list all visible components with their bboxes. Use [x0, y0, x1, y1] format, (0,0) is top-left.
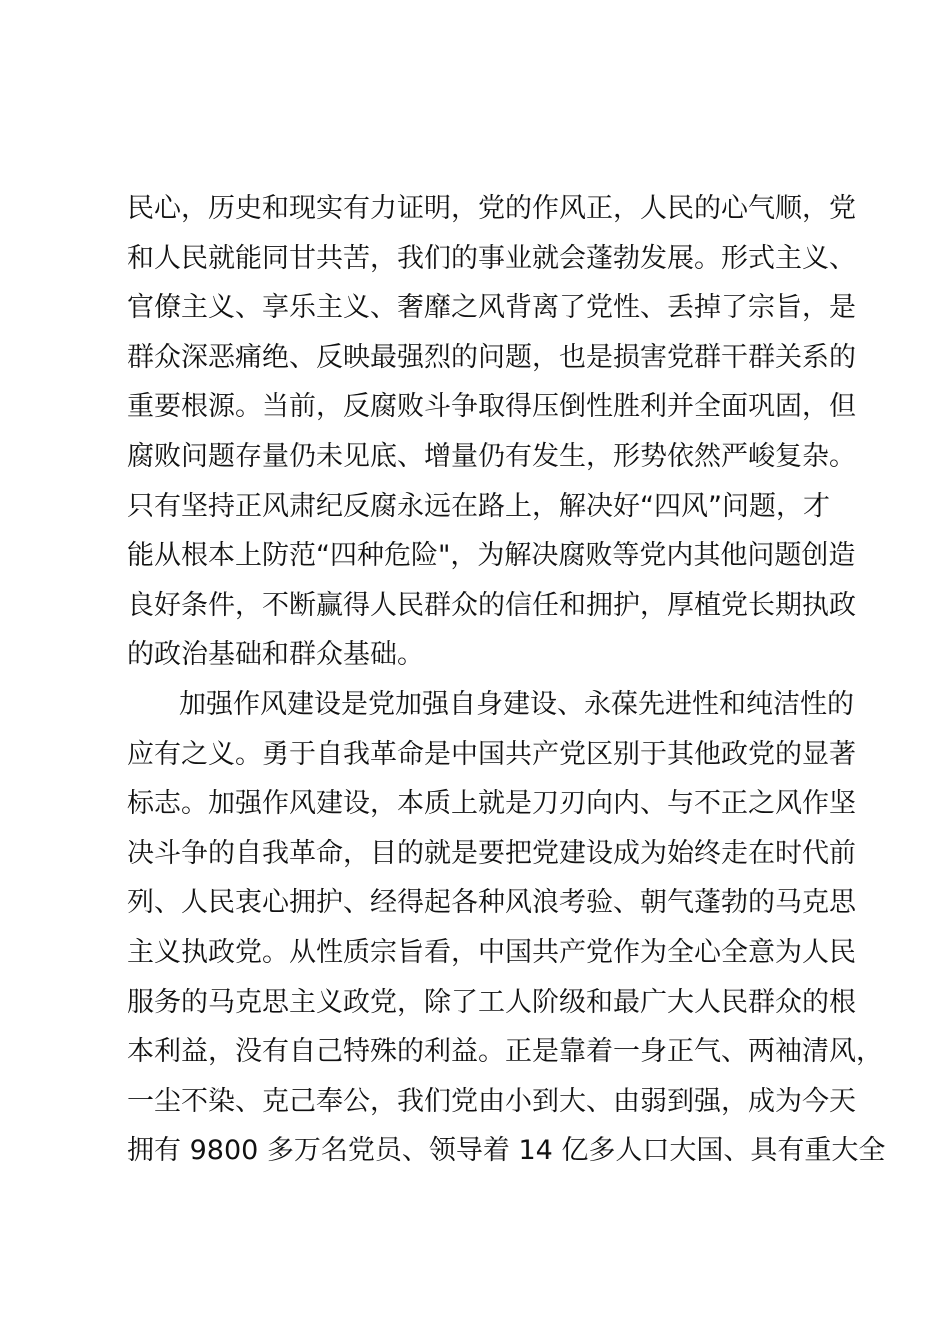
text-line: 只有坚持正风肃纪反腐永远在路上，解决好“四风”问题，才: [127, 490, 830, 522]
text-line: 良好条件，不断赢得人民群众的信任和拥护，厚植党长期执政: [127, 589, 856, 621]
text-line: 列、人民衷心拥护、经得起各种风浪考验、朝气蓬勃的马克思: [127, 887, 856, 919]
text-line: 重要根源。当前，反腐败斗争取得压倒性胜利并全面巩固，但: [127, 391, 856, 423]
text-line: 主义执政党。从性质宗旨看，中国共产党作为全心全意为人民: [127, 936, 856, 968]
text-line: 能从根本上防范“四种危险"，为解决腐败等党内其他问题创造: [127, 540, 856, 572]
text-line: 决斗争的自我革命，目的就是要把党建设成为始终走在时代前: [127, 837, 856, 869]
text-line: 拥有 9800 多万名党员、领导着 14 亿多人口大国、具有重大全: [127, 1135, 886, 1167]
text-line: 加强作风建设是党加强自身建设、永葆先进性和纯洁性的: [179, 688, 854, 720]
paragraph-1: [127, 184, 856, 680]
text-line: 群众深恶痛绝、反映最强烈的问题，也是损害党群干群关系的: [127, 341, 856, 373]
text-line: 的政治基础和群众基础。: [127, 639, 424, 671]
text-line: 标志。加强作风建设，本质上就是刀刃向内、与不正之风作坚: [127, 788, 856, 820]
text-line: 民心，历史和现实有力证明，党的作风正，人民的心气顺，党: [127, 193, 856, 224]
text-line: 腐败问题存量仍未见底、增量仍有发生，形势依然严峻复杂。: [127, 440, 856, 472]
text-line: 和人民就能同甘共苦，我们的事业就会蓬勃发展。形式主义、: [127, 242, 856, 274]
body-text: [127, 184, 886, 1176]
text-line: 本利益，没有自己特殊的利益。正是靠着一身正气、两袖清风，: [127, 1036, 883, 1068]
text-line: 官僚主义、享乐主义、奢靡之风背离了党性、丢掉了宗旨，是: [127, 292, 856, 324]
text-line: 服务的马克思主义政党，除了工人阶级和最广大人民群众的根: [127, 986, 856, 1018]
paragraph-2: [127, 680, 886, 1176]
text-line: 应有之义。勇于自我革命是中国共产党区别于其他政党的显著: [127, 738, 856, 770]
text-line: 一尘不染、克己奉公，我们党由小到大、由弱到强，成为今天: [127, 1085, 856, 1117]
